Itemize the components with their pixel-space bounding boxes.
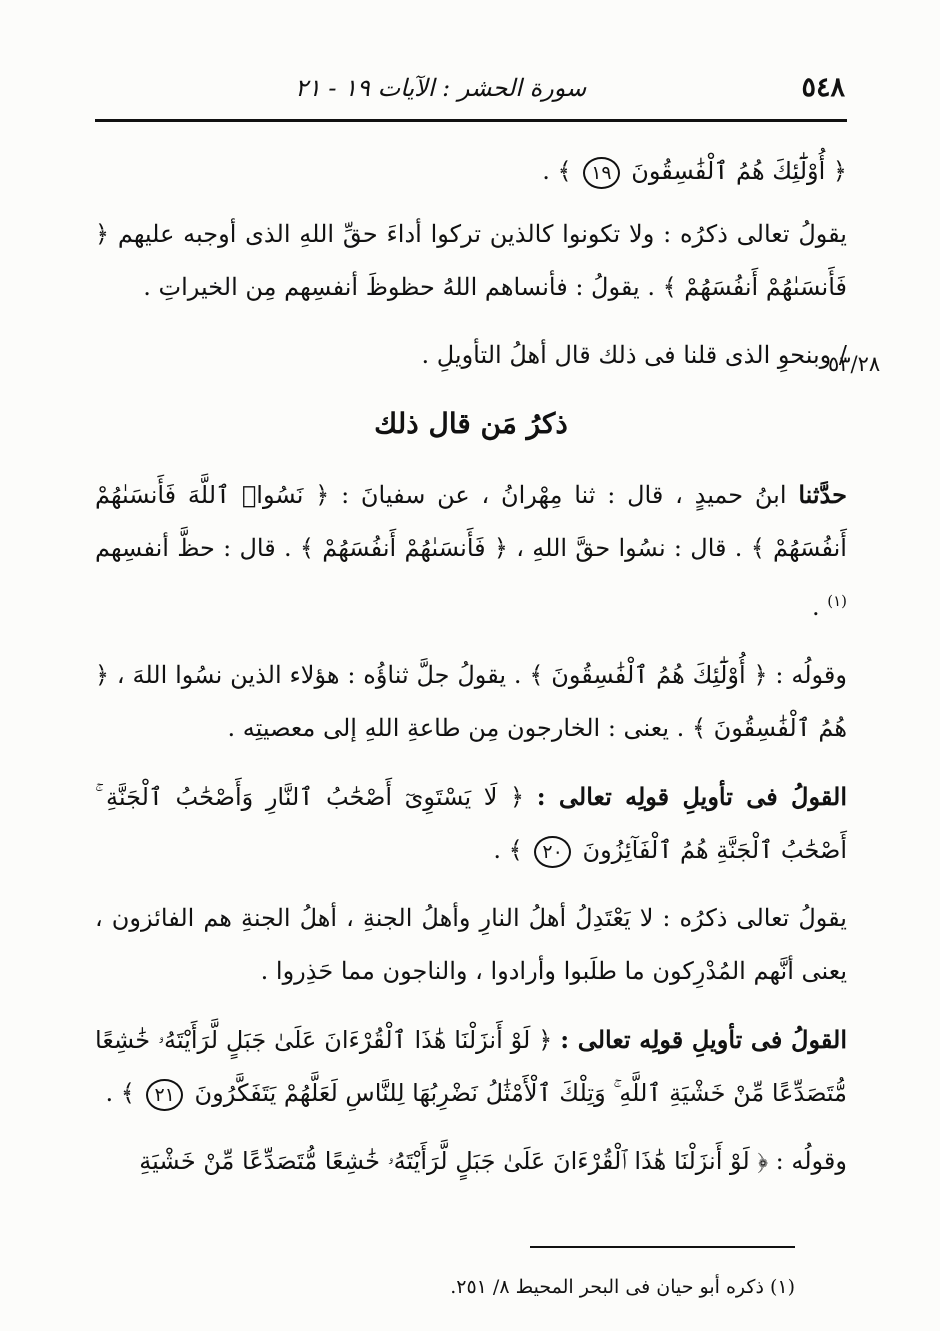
paragraph-1 [95, 145, 847, 198]
paragraph-9 [95, 1135, 847, 1188]
quran-verse: ﴿ أُوْلَٰٓئِكَ هُمُ ٱلْفَٰسِقُونَ [631, 157, 847, 185]
commentary-text: . يعنى : الخارجون مِن طاعةِ اللهِ إلى معصيتِه . [227, 714, 685, 742]
paragraph-4 [95, 468, 847, 634]
paragraph-7 [95, 892, 847, 998]
paragraph-8 [95, 1013, 847, 1120]
footnote: (١) ذكره أبو حيان فى البحر المحيط ٨/ ٢٥١. [450, 1276, 795, 1298]
commentary-text: . قال : نسُوا حقَّ اللهِ ، [516, 534, 743, 562]
quran-verse: ﴿ لَوْ أَنزَلْنَا هَٰذَا ٱلْقُرْءَانَ عَلَىٰ جَبَلٍ لَّرَأَيْتَهُۥ خَٰشِعًا مُّتَصَدِّعًا مِّنْ خَشْيَةِ ٱللَّهِ ۚ وَتِلْكَ ٱلْأَمْثَٰلُ نَضْرِبُهَا لِلنَّاسِ لَعَلَّهُمْ يَتَفَكَّرُونَ [95, 1026, 847, 1107]
quran-verse: ﴿ لَا يَسْتَوِىٓ أَصْحَٰبُ ٱلنَّارِ وَأَصْحَٰبُ ٱلْجَنَّةِ ۚ أَصْحَٰبُ ٱلْجَنَّةِ هُمُ ٱلْفَآئِزُونَ [95, 783, 847, 864]
page-number: ٥٤٨ [801, 72, 845, 103]
commentary-text: / وبنحوِ الذى قلنا فى ذلك قال أهلُ التأويلِ . [421, 341, 847, 369]
ayah-number-mark: ٢٠ [534, 836, 570, 868]
narration-lead: حدَّثنا [798, 480, 847, 509]
ayah-number-mark: ١٩ [583, 157, 619, 189]
paragraph-2 [95, 208, 847, 314]
section-lead: القولُ فى تأويلِ قولِه تعالى : [536, 782, 847, 811]
commentary-text: يقولُ تعالى ذكرُه : ولا تكونوا كالذين تركوا أداءَ حقِّ اللهِ الذى أوجبه عليهم [117, 220, 847, 248]
commentary-text: . يقولُ : فأنساهم اللهُ حظوظَ أنفسِهم مِن الخيراتِ . [143, 273, 655, 301]
commentary-text: يقولُ تعالى ذكرُه : لا يَعْتَدِلُ أهلُ النارِ وأهلُ الجنةِ ، أهلُ الجنةِ هم الفائزون ، يعنى أنَّهم المُدْرِكون ما طلَبوا وأرادوا ، والناجون مما حَذِروا . [95, 904, 847, 985]
footnote-rule [530, 1246, 795, 1248]
footnote-reference[interactable]: (١) [827, 592, 847, 610]
ayah-number-mark: ٢١ [146, 1079, 182, 1111]
paragraph-6 [95, 770, 847, 877]
quran-verse: ﴿ فَأَنسَىٰهُمْ أَنفُسَهُمْ ﴾ [95, 220, 847, 301]
header-rule [95, 119, 847, 122]
verse-end: ﴾ . [105, 1079, 135, 1107]
paragraph-3 [95, 329, 847, 382]
page-header [95, 68, 845, 112]
paragraph-5 [95, 649, 847, 755]
commentary-text: . يقولُ جلَّ ثناؤُه : هؤلاء الذين نسُوا اللهَ ، [116, 661, 522, 689]
commentary-text: وقولُه : [775, 661, 847, 689]
section-lead: القولُ فى تأويلِ قولِه تعالى : [560, 1025, 847, 1054]
commentary-text: . قال : حظَّ أنفسِهم [95, 534, 292, 562]
section-heading: ذكرُ مَن قال ذلك [374, 407, 568, 440]
commentary-text: . [811, 593, 820, 621]
quran-verse: ﴿ هُمُ ٱلْفَٰسِقُونَ ﴾ [95, 661, 847, 742]
quran-verse: ﴿ لَوْ أَنزَلْنَا هَٰذَا ٱلْقُرْءَانَ عَلَىٰ جَبَلٍ لَّرَأَيْتَهُۥ خَٰشِعًا مُّتَصَدِّعًا مِّنْ خَشْيَةِ [139, 1147, 768, 1175]
commentary-text: ابنُ حميدٍ ، قال : ثنا مِهْرانُ ، عن سفيانَ : [341, 481, 787, 509]
quran-verse: ﴿ نَسُوا۟ ٱللَّهَ فَأَنسَىٰهُمْ أَنفُسَهُمْ ﴾ [95, 481, 847, 562]
verse-end: ﴾ . [493, 836, 523, 864]
margin-note: ٥٣/٢٨ [828, 352, 881, 376]
main-text [95, 145, 847, 1203]
running-title: سورة الحشر : الآيات ١٩ - ٢١ [295, 74, 587, 102]
quran-verse: ﴿ فَأَنسَىٰهُمْ أَنفُسَهُمْ ﴾ [299, 534, 508, 562]
commentary-text: وقولُه : [775, 1147, 847, 1175]
quran-verse: ﴿ أُوْلَٰٓئِكَ هُمُ ٱلْفَٰسِقُونَ ﴾ [529, 661, 768, 689]
verse-end: ﴾ . [542, 157, 572, 185]
